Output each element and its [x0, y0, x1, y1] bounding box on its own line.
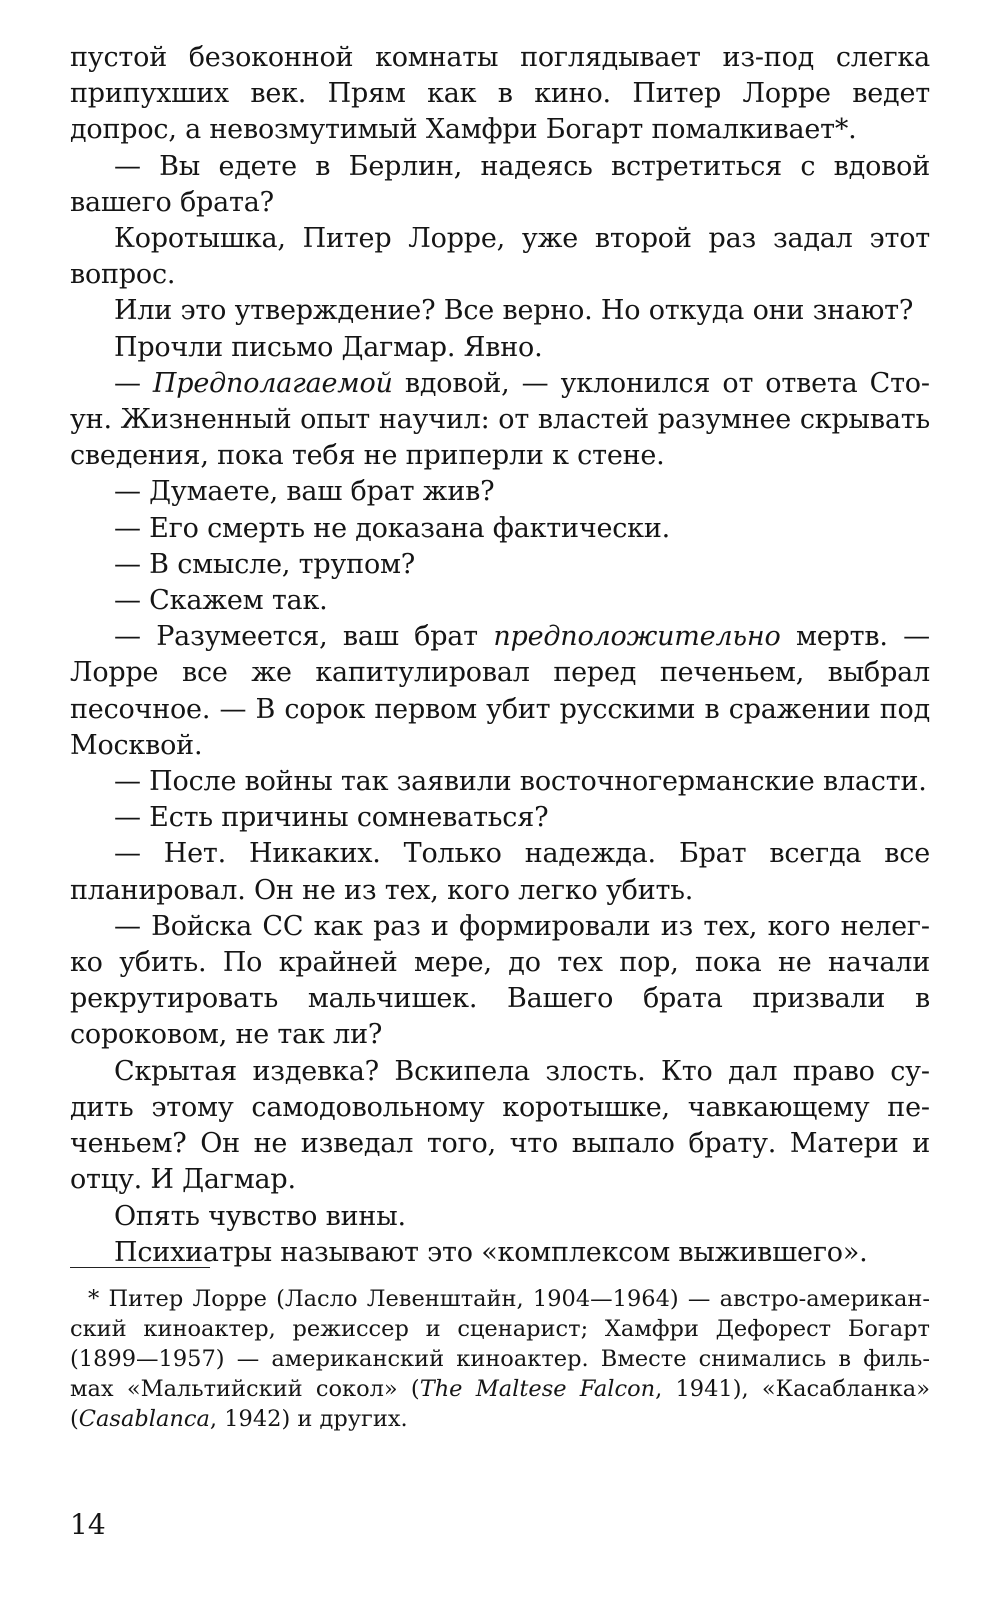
text-run: Или это утверждение? Все верно. Но откуда они знают? [114, 295, 914, 327]
text-run: — Есть причины сомневаться? [114, 802, 549, 834]
paragraph-p0 [70, 40, 930, 149]
paragraph-p9 [70, 583, 930, 619]
paragraph-p7 [70, 511, 930, 547]
paragraph-p2 [70, 221, 930, 293]
text-run: — Его смерть не доказана фактически. [114, 512, 671, 544]
footnote-separator [70, 1267, 210, 1268]
text-run: — Думаете, ваш брат жив? [114, 476, 495, 508]
text-run: — Вы едете в Берлин, надеясь встретиться с вдовой вашего брата? [70, 150, 930, 218]
paragraph-p16 [70, 1199, 930, 1235]
paragraph-p11 [70, 764, 930, 800]
text-run: Психиатры называют это «комплексом выжившего». [114, 1236, 868, 1268]
paragraph-p1 [70, 149, 930, 221]
italic-text: The Maltese Falcon [419, 1376, 656, 1402]
paragraph-p4 [70, 330, 930, 366]
paragraph-p14 [70, 909, 930, 1054]
paragraph-p10 [70, 619, 930, 764]
paragraph-p17 [70, 1235, 930, 1271]
book-page [70, 40, 930, 1580]
text-run: — Разумеется, ваш брат [114, 621, 494, 653]
paragraph-p12 [70, 800, 930, 836]
italic-text: Casablanca [78, 1406, 210, 1432]
text-run: — Войска СС как раз и формировали из тех, кого нелегко убить. По крайней мере, до тех пор, пока не начали рекрутировать мальчишек. Вашего брата призвали в сороковом, не так ли? [70, 910, 930, 1051]
page-number: 14 [70, 1508, 106, 1541]
text-run: — [114, 367, 153, 399]
text-run: вдовой, — уклонился от ответа Стоун. Жизненный опыт научил: от властей разумнее скрывать сведения, пока тебя не приперли к стене. [70, 367, 930, 472]
text-run: — Скажем так. [114, 585, 328, 617]
paragraph-p15 [70, 1054, 930, 1199]
paragraph-p6 [70, 474, 930, 510]
italic-text: Предполагаемой [152, 367, 393, 399]
footnote [70, 1284, 930, 1434]
text-run: пустой безоконной комнаты поглядывает из-под слегка припухших век. Прям как в кино. Питер Лорре ведет допрос, а невозмутимый Хамфри Богарт помалкивает*. [70, 42, 930, 146]
text-run: — После войны так заявили восточногерманские власти. [114, 766, 927, 798]
text-run: — Нет. Никаких. Только надежда. Брат всегда все планировал. Он не из тех, кого легко убить. [70, 838, 930, 906]
paragraph-p3 [70, 293, 930, 329]
paragraph-p13 [70, 836, 930, 908]
text-run: Коротышка, Питер Лорре, уже второй раз задал этот вопрос. [70, 223, 930, 291]
text-run: Скрытая издевка? Вскипела злость. Кто дал право судить этому самодовольному коротышке, чавкающему печеньем? Он не изведал того, что выпало брату. Матери и отцу. И Дагмар. [70, 1055, 930, 1196]
text-run: * Питер Лорре (Ласло Левенштайн, 1904—1964) — австро-американский киноактер, режиссер и сценарист; Хамфри Дефорест Богарт (1899—1957) — американский киноактер. Вместе снимались в фильмах «Мальтийский сокол» ( [70, 1286, 930, 1402]
paragraph-p5 [70, 366, 930, 475]
text-run: — В смысле, трупом? [114, 548, 416, 580]
italic-text: предположительно [493, 621, 781, 653]
text-run: Прочли письмо Дагмар. Явно. [114, 331, 543, 363]
text-run: мертв. — Лорре все же капитулировал перед печеньем, выбрал песочное. — В сорок первом убит русскими в сражении под Москвой. [70, 621, 930, 761]
text-run: , 1942) и других. [209, 1406, 408, 1432]
paragraph-p8 [70, 547, 930, 583]
text-run: Опять чувство вины. [114, 1200, 406, 1232]
text-run: , 1941), «Касабланка» ( [70, 1376, 930, 1432]
main-text [70, 40, 930, 1271]
